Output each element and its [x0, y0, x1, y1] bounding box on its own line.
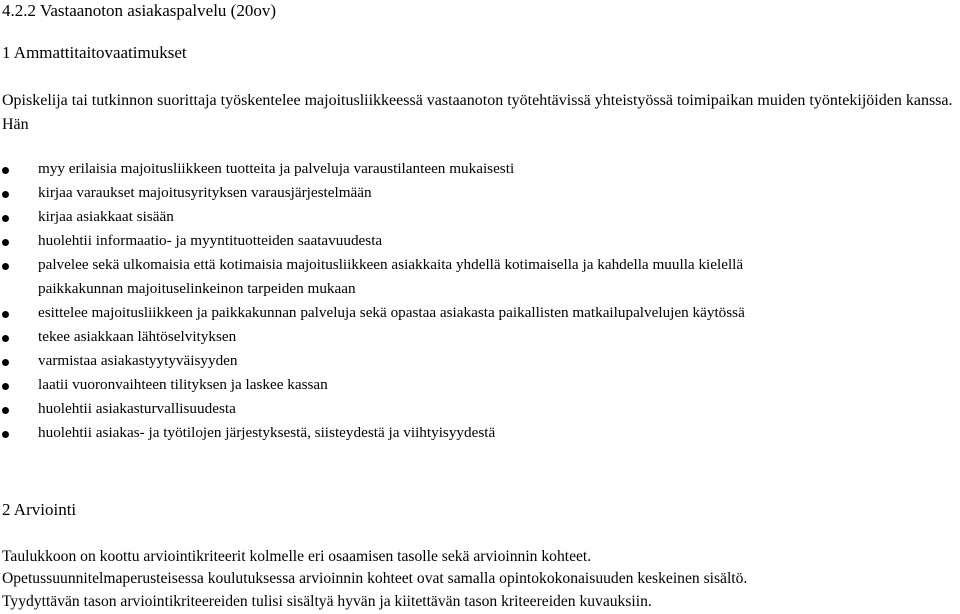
requirements-list — [0, 157, 960, 445]
subsection-title-assessment: 2 Arviointi — [2, 500, 77, 519]
bullet-dot-icon — [2, 359, 9, 366]
list-item — [0, 157, 943, 181]
list-item-text: huolehtii asiakasturvallisuudesta — [38, 400, 236, 417]
intro-paragraph: Opiskelija tai tutkinnon suorittaja työskentelee majoitusliikkeessä vastaanoton työtehtävissä yhteistyössä toimipaikan muiden työntekijöiden kanssa. Hän — [2, 92, 953, 133]
list-item — [0, 397, 943, 421]
list-item-text: huolehtii informaatio- ja myyntituotteiden saatavuudesta — [38, 232, 383, 249]
list-item-text: tekee asiakkaan lähtöselvityksen — [38, 328, 237, 345]
bullet-dot-icon — [2, 191, 9, 198]
bullet-dot-icon — [2, 383, 9, 390]
list-item-text: esittelee majoitusliikkeen ja paikkakunnan palveluja sekä opastaa asiakasta paikallisten matkailupalvelujen käytössä — [38, 304, 745, 321]
bullet-dot-icon — [2, 431, 9, 438]
bullet-dot-icon — [2, 407, 9, 414]
section-heading: 4.2.2 Vastaanoton asiakaspalvelu (20ov) — [2, 1, 276, 20]
bullet-dot-icon — [2, 167, 9, 174]
bullet-dot-icon — [2, 335, 9, 342]
list-item-text: myy erilaisia majoitusliikkeen tuotteita ja palveluja varaustilanteen mukaisesti — [38, 160, 515, 177]
list-item-text: varmistaa asiakastyytyväisyyden — [38, 352, 238, 369]
list-item-text: kirjaa varaukset majoitusyrityksen varausjärjestelmään — [38, 184, 372, 201]
list-item-text: kirjaa asiakkaat sisään — [38, 208, 174, 225]
list-item — [0, 229, 943, 253]
list-item — [0, 421, 943, 445]
bullet-dot-icon — [2, 215, 9, 222]
bullet-dot-icon — [2, 239, 9, 246]
list-item — [0, 301, 943, 325]
list-item — [0, 373, 943, 397]
assessment-line-1: Taulukkoon on koottu arviointikriteerit kolmelle eri osaamisen tasolle sekä arvioinnin kohteet. — [2, 548, 592, 565]
list-item-text: huolehtii asiakas- ja työtilojen järjestyksestä, siisteydestä ja viihtyisyydestä — [38, 424, 496, 441]
list-item — [0, 205, 943, 229]
assessment-line-3: Tyydyttävän tason arviointikriteereiden tulisi sisältyä hyvän ja kiitettävän tason kriteereiden kuvauksiin. — [2, 593, 652, 610]
list-item — [0, 349, 943, 373]
list-item — [0, 181, 943, 205]
list-item-text: paikkakunnan majoituselinkeinon tarpeiden mukaan — [38, 280, 356, 297]
subsection-title-requirements: 1 Ammattitaitovaatimukset — [2, 43, 187, 62]
bullet-dot-icon — [2, 263, 9, 270]
assessment-line-2: Opetussuunnitelmaperusteisessa koulutuksessa arvioinnin kohteet ovat samalla opintokokonaisuuden keskeinen sisältö. — [2, 570, 748, 587]
list-item — [0, 325, 943, 349]
list-item-text: palvelee sekä ulkomaisia että kotimaisia majoitusliikkeen asiakkaita yhdellä kotimaisella ja kahdella muulla kielellä — [38, 256, 744, 273]
list-item — [0, 253, 943, 301]
list-item-text: laatii vuoronvaihteen tilityksen ja laskee kassan — [38, 376, 328, 393]
bullet-dot-icon — [2, 311, 9, 318]
